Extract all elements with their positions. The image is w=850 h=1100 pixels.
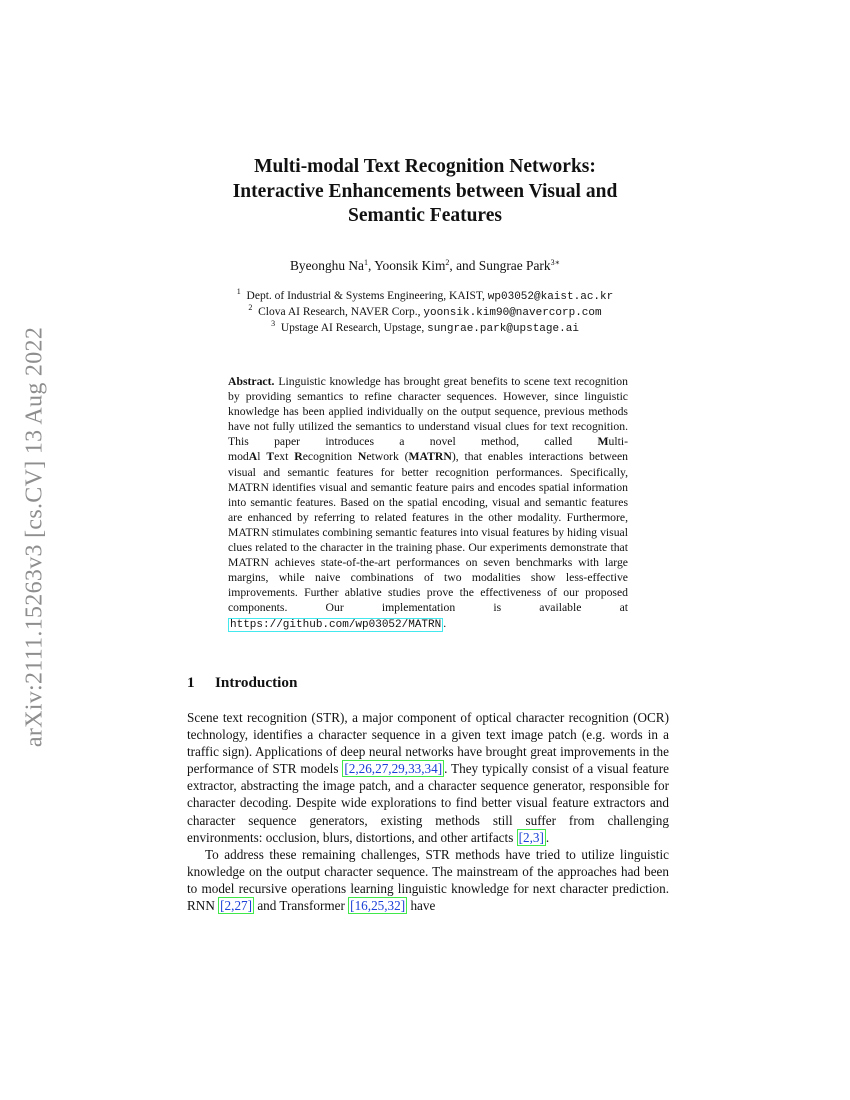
citation[interactable]: 26	[358, 761, 372, 777]
author-and: , and	[449, 258, 479, 273]
author-1: Byeonghu Na	[289, 258, 364, 273]
name-part: N	[357, 450, 367, 464]
p1-text-b: . They typically consist of a visual feature extractor, abstracting the image patch, and a character sequence generator, responsible for character decoding. Despite wide explorations to find better visual feature extractors and character sequence generators, existing methods still suffer from challenging environments: occlusion, blurs, distortions, and other artifacts	[187, 761, 669, 845]
paragraph-1	[187, 709, 669, 846]
paper-title	[170, 155, 680, 229]
title-line-3: Semantic Features	[348, 205, 502, 226]
name-part: ext	[274, 450, 295, 464]
citation[interactable]: 29	[391, 761, 405, 777]
p1-text-a: Scene text recognition (STR), a major component of optical character recognition (OCR) technology, identifies a character sequence in a given text image patch (e.g. words in a traffic sign). Applications of deep neural networks have brought great improvements in the performance of STR models	[187, 710, 669, 777]
abstract	[228, 374, 628, 633]
arxiv-identifier: arXiv:2111.15263v3 [cs.CV] 13 Aug 2022	[21, 326, 48, 748]
citation[interactable]: 25	[371, 898, 385, 914]
citation[interactable]: 27	[234, 898, 248, 914]
name-part: etwork	[366, 450, 399, 464]
p2-text-a: To address these remaining challenges, STR methods have tried to utilize linguistic knowledge on the output character sequence. The mainstream of the approaches had been to model recursive operations learning linguistic knowledge for next character prediction. RNN	[187, 846, 669, 914]
citation-group-1[interactable]: [2,26,27,29,33,34]	[344, 761, 443, 777]
affiliation-2-num: 2	[248, 303, 253, 313]
arxiv-sidebar	[12, 287, 58, 787]
affiliation-1-email: wp03052@kaist.ac.kr	[487, 291, 614, 303]
title-line-1: Multi-modal Text Recognition Networks:	[254, 156, 596, 177]
github-link[interactable]: https://github.com/wp03052/MATRN	[230, 618, 442, 631]
matrn-acronym: MATRN	[408, 450, 452, 464]
section-heading	[187, 674, 297, 692]
citation[interactable]: 16	[354, 898, 368, 914]
affiliation-1-text: Dept. of Industrial & Systems Engineering, KAIST,	[246, 290, 485, 302]
title-line-2: Interactive Enhancements between Visual and	[232, 180, 618, 202]
citation[interactable]: 27	[375, 761, 389, 777]
paragraph-2	[187, 846, 669, 914]
affiliation-3-num: 3	[271, 319, 276, 329]
citation-group-2[interactable]: [2,3]	[518, 829, 544, 845]
citation[interactable]: 2	[523, 829, 530, 845]
citation[interactable]: 2	[348, 761, 356, 777]
author-3-affil: 3∗	[550, 258, 561, 267]
name-part: A	[248, 450, 258, 464]
abstract-end: .	[443, 616, 447, 630]
section-title: Introduction	[215, 674, 298, 691]
p2-text-c: have	[407, 898, 436, 914]
affiliation-1	[170, 289, 680, 305]
section-number: 1	[187, 674, 195, 691]
name-part: M	[597, 435, 609, 449]
author-2: Yoonsik Kim	[374, 258, 446, 273]
name-part: T	[266, 450, 275, 464]
author-separator: ,	[368, 258, 375, 273]
name-part: R	[294, 450, 303, 464]
citation-group-3[interactable]: [2,27]	[220, 898, 253, 914]
p2-text-b: and Transformer	[254, 898, 349, 914]
citation[interactable]: 2	[224, 898, 232, 914]
citation[interactable]: 34	[424, 761, 438, 777]
affiliation-2-email: yoonsik.kim90@navercorp.com	[423, 307, 602, 320]
citation-group-4[interactable]: [16,25,32]	[350, 898, 406, 914]
affiliation-3-email: sungrae.park@upstage.ai	[427, 323, 579, 336]
citation[interactable]: 32	[387, 898, 401, 914]
affiliation-2	[170, 305, 680, 321]
author-3: Sungrae Park	[478, 258, 551, 273]
author-1-affil: 1	[364, 258, 368, 267]
introduction-body	[187, 709, 669, 914]
abstract-text-2: ), that enables interactions between visual and semantic features for better recognition performances. Specifically, MATRN identifies visual and semantic feature pairs and encodes spatial information into semantic features. Based on the spatial encoding, visual and semantic features are enhanced by referring to related features in the other modality. Furthermore, MATRN stimulates combining semantic features into visual features by hiding visual clues related to the character in the training phase. Our experiments demonstrate that MATRN achieves state-of-the-art performances on seven benchmarks with large margins, while naive combinations of two modalities show less-effective improvements. Further ablative studies prove the effectiveness of our proposed components. Our implementation is available at	[228, 450, 628, 615]
name-part: ulti-mod	[228, 435, 628, 464]
affiliation-1-num: 1	[236, 287, 241, 296]
abstract-text-1: Linguistic knowledge has brought great benefits to scene text recognition by providing semantics to refine character sequences. However, since linguistic knowledge has been applied individually on the output sequence, previous methods have not fully utilized the semantics to understand visual clues for text recognition. This paper introduces a novel method, called	[228, 375, 628, 449]
citation[interactable]: 33	[408, 761, 422, 777]
affiliation-3-text: Upstage AI Research, Upstage,	[280, 322, 425, 335]
name-part: l	[257, 450, 267, 464]
author-2-affil: 2	[445, 258, 450, 267]
name-part: ecognition	[302, 450, 358, 464]
author-list	[170, 258, 680, 274]
affiliations	[170, 289, 680, 338]
citation[interactable]: 3	[532, 829, 540, 845]
open-paren: (	[398, 450, 409, 464]
affiliation-2-text: Clova AI Research, NAVER Corp.,	[258, 306, 421, 319]
affiliation-3	[170, 321, 680, 337]
p1-text-c: .	[545, 829, 550, 845]
abstract-label: Abstract.	[228, 375, 275, 388]
